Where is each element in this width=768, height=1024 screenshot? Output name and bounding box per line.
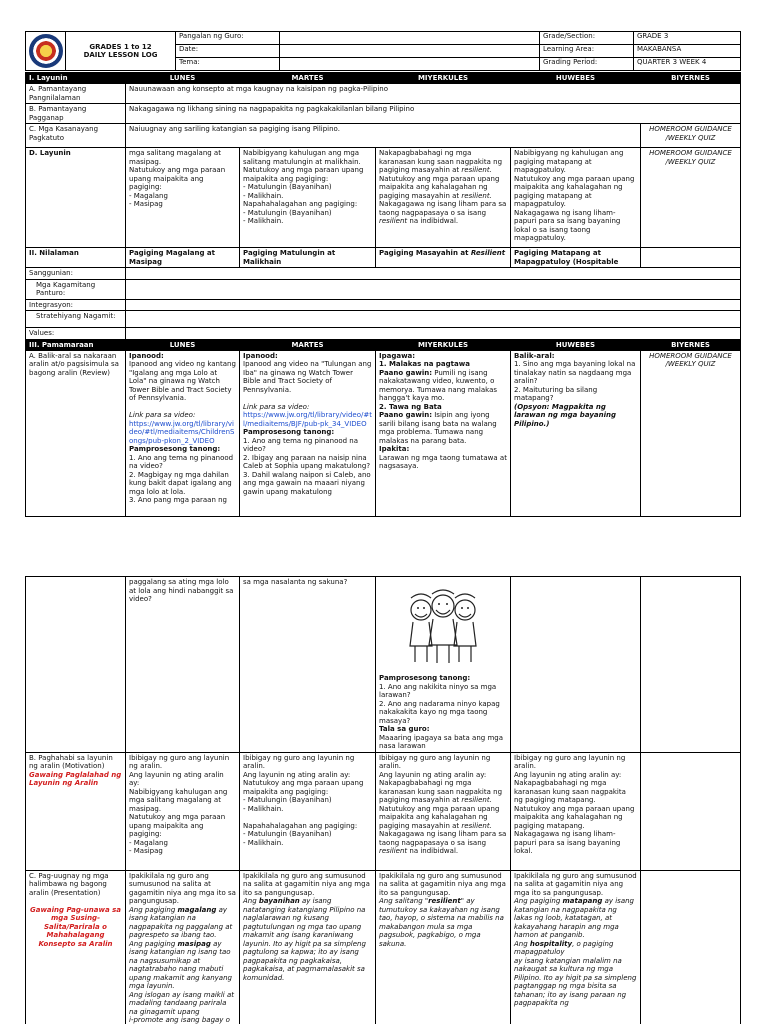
balik-aral-label-cont	[26, 577, 126, 753]
integrasyon-label: Integrasyon:	[26, 299, 126, 311]
layunin-d-lunes: mga salitang magalang at masipag. Natutukoy ang mga paraan upang maipakita ang pagiging: - Magalang - Masipag	[126, 148, 240, 248]
paghahabi-lunes: Ibibigay ng guro ang layunin ng aralin. Ang layunin ng ating aralin ay: Nabibigyang kahulugan ang mga salitang magalang at masipag. Natutukoy ang mga paraan upang maipakita ang pagiging: - Magalang - Masipag	[126, 752, 240, 870]
nilalaman-label: II. Nilalaman	[26, 248, 126, 268]
layunin-d-label: D. Layunin	[26, 148, 126, 248]
day-lunes-2: LUNES	[126, 339, 240, 350]
title-line1: GRADES 1 to 12	[89, 43, 152, 51]
balik-aral-lunes-cont: paggalang sa ating mga lolo at lola ang hindi nabanggit sa video?	[126, 577, 240, 753]
kasanayang-pagkatuto-value: Naiuugnay ang sariling katangian sa pagiging isang Pilipino.	[126, 124, 641, 148]
period-label: Grading Period:	[540, 58, 634, 71]
values-value[interactable]	[126, 328, 741, 340]
page-gap	[0, 520, 768, 576]
laughing-children-icon	[403, 588, 483, 668]
paghahabi-biyernes	[641, 752, 741, 870]
stratehiya-value[interactable]	[126, 311, 741, 328]
day-martes: MARTES	[240, 73, 376, 84]
day-lunes: LUNES	[126, 73, 240, 84]
day-miyerkules-2: MIYERKULES	[376, 339, 511, 350]
pag-uugnay-miyerkules: Ipakikilala ng guro ang sumusunod na salita at gagamitin niya ang mga ito sa pangungusap. Ang salitang "resilient" ay tumutukoy sa kakayahan ng isang tao, hayop, o sistema na mabilis na makabangon mula sa mga pagsubok, pagkabigo, o mga sakuna.	[376, 870, 511, 1024]
section1-title: I. Layunin	[26, 73, 126, 84]
day-biyernes-2: BIYERNES	[641, 339, 741, 350]
pag-uugnay-lunes: Ipakikilala ng guro ang sumusunod na salita at gagamitin niya ang mga ito sa pangungusap. Ang pagiging magalang ay isang katangian na nagpapakita ng paggalang at pagrespeto sa ibang tao. Ang pagiging masipag ay isang katangian ng isang tao na nagsusumikap at nagtatrabaho nang mabuti upang makamit ang kanyang mga layunin. Ang islogan ay isang maikli at madaling tandaang parirala na ginagamit upang i-promote ang isang bagay o	[126, 870, 240, 1024]
period-value: QUARTER 3 WEEK 4	[634, 58, 741, 71]
teacher-value[interactable]	[280, 32, 540, 45]
pag-uugnay-label: C. Pag-uugnay ng mga halimbawa ng bagong aralin (Presentation) Gawaing Pag-unawa sa mga Susing-Salita/Parirala o Mahahalagang Konsepto sa Aralin	[26, 870, 126, 1024]
grade-label: Grade/Section:	[540, 32, 634, 45]
kasanayang-pagkatuto-label: C. Mga Kasanayang Pagkatuto	[26, 124, 126, 148]
area-label: Learning Area:	[540, 45, 634, 58]
main-table-cont	[25, 576, 741, 1024]
day-martes-2: MARTES	[240, 339, 376, 350]
integrasyon-value[interactable]	[126, 299, 741, 311]
kagamitan-value[interactable]	[126, 279, 741, 299]
section3-title: III. Pamamaraan	[26, 339, 126, 350]
paghahabi-martes: Ibibigay ng guro ang layunin ng aralin. Ang layunin ng ating aralin ay: Natutukoy ang mga paraan upang maipakita ang pagiging: - Matulungin (Bayanihan) - Malikhain. Napahahalagahan ang pagiging: - Matulungin (Bayanihan) - Malikhain.	[240, 752, 376, 870]
paghahabi-label: B. Paghahabi sa layunin ng aralin (Motivation) Gawaing Paglalahad ng Layunin ng Aralin	[26, 752, 126, 870]
layunin-d-miyerkules: Nakapagbabahagi ng mga karanasan kung saan nagpakita ng pagiging masayahin at resilient. Natutukoy ang mga paraan upang maipakita ang kahalagahan ng pagiging masayahin at resilient. Nakagagawa ng isang liham para sa taong nagpapasaya o sa isang resilient na indibidwal.	[376, 148, 511, 248]
pag-uugnay-huwebes: Ipakikilala ng guro ang sumusunod na salita at gagamitin niya ang mga ito sa pangungusap. Ang pagiging matapang ay isang katangian na nagpapakita ng lakas ng loob, katatagan, at kakayahang harapin ang mga hamon at panganib. Ang hospitality, o pagiging mapagpatuloy ay isang katangian malalim na nakaugat sa kultura ng mga Pilipino. Ito ay higit pa sa simpleng pagtanggap ng mga bisita sa tahanan; ito ay isang paraan ng pagpapakita ng	[511, 870, 641, 1024]
title-line2: DAILY LESSON LOG	[83, 51, 158, 59]
grade-value: GRADE 3	[634, 32, 741, 45]
balik-aral-huwebes: Balik-aral: 1. Sino ang mga bayaning lokal na tinalakay natin sa nagdaang mga aralin? 2. Maituturing ba silang matapang? (Opsyon: Magpakita ng larawan ng mga bayaning Pilipino.)	[511, 350, 641, 516]
main-table	[25, 72, 741, 517]
teacher-label: Pangalan ng Guro:	[176, 32, 280, 45]
balik-aral-martes: Ipanood: Ipanood ang video na "Tulungan ang Iba" na ginawa ng Watch Tower Bible and Tract Society of Pennsylvania. Link para sa video: https://www.jw.org/tl/library/video/#tl/mediaitems/BJF/pub-pk_34_VIDEO Pamprosesong tanong: 1. Ano ang tema ng pinanood na video? 2. Ibigay ang paraan na naisip nina Caleb at Sophia upang makatulong? 3. Dahil walang naipon si Caleb, ano ang mga gawain na maaari niyang gawin upang makatulong	[240, 350, 376, 516]
pag-uugnay-martes: Ipakikilala ng guro ang sumusunod na salita at gagamitin niya ang mga ito sa pangungusap. Ang bayanihan ay isang natatanging katangiang Pilipino na naglalarawan ng kusang pagtutulungan ng mga tao upang makamit ang isang karaniwang layunin. Ito ay higit pa sa simpleng pagtulong sa kapwa; ito ay isang pagpapakita ng pagkakaisa, pagkakaisa, at pagmamalasakit sa komunidad.	[240, 870, 376, 1024]
topic-label: Tema:	[176, 58, 280, 71]
title-cell	[66, 32, 176, 71]
pamantayang-pangnilalaman-value: Nauunawaan ang konsepto at mga kaugnay na kaisipan ng pagka-Pilipino	[126, 84, 741, 104]
pamantayang-pagganap-value: Nakagagawa ng likhang sining na nagpapakita ng pagkakakilanlan bilang Pilipino	[126, 104, 741, 124]
pag-uugnay-biyernes	[641, 870, 741, 1024]
date-value[interactable]	[280, 45, 540, 58]
date-label: Date:	[176, 45, 280, 58]
header-table	[25, 31, 741, 71]
values-label: Values:	[26, 328, 126, 340]
area-value: MAKABANSA	[634, 45, 741, 58]
homeroom-d: HOMEROOM GUIDANCE /WEEKLY QUIZ	[641, 148, 741, 248]
nilalaman-biyernes	[641, 248, 741, 268]
balik-aral-biyernes-cont	[641, 577, 741, 753]
sanggunian-label: Sanggunian:	[26, 268, 126, 280]
balik-aral-miyerkules: Ipagawa: 1. Malakas na pagtawa Paano gawin: Pumili ng isang nakakatawang video, kuwento, o memorya. Tumawa nang malakas hangga't kaya mo. 2. Tawa ng Bata Paano gawin: Isipin ang iyong sarili bilang isang bata na walang mga problema. Tumawa nang malakas na parang bata. Ipakita: Larawan ng mga taong tumatawa at nagsasaya.	[376, 350, 511, 516]
nilalaman-martes: Pagiging Matulungin at Malikhain	[240, 248, 376, 268]
balik-aral-lunes: Ipanood: Ipanood ang video ng kantang "Igalang ang mga Lolo at Lola" na ginawa ng Watch Tower Bible and Tract Society of Pennsylvania. Link para sa video: https://www.jw.org/tl/library/video/#tl/mediaitems/ChildrenSongs/pub-pkon_2_VIDEO Pamprosesong tanong: 1. Ano ang tema ng pinanood na video? 2. Magbigay ng mga dahilan kung bakit dapat igalang ang mga lolo at lola. 3. Ano pang mga paraan ng	[126, 350, 240, 516]
layunin-d-martes: Nabibigyang kahulugan ang mga salitang matulungin at malikhain. Natutukoy ang mga paraan upang maipakita ang pagiging: - Matulungin (Bayanihan) - Malikhain. Napahahalagahan ang pagiging: - Matulungin (Bayanihan) - Malikhain.	[240, 148, 376, 248]
video-link-lunes[interactable]: https://www.jw.org/tl/library/video/#tl/mediaitems/ChildrenSongs/pub-pkon_2_VIDEO	[129, 419, 235, 445]
pamantayang-pagganap-label: B. Pamantayang Pagganap	[26, 104, 126, 124]
pamantayang-pangnilalaman-label: A. Pamantayang Pangnilalaman	[26, 84, 126, 104]
day-miyerkules: MIYERKULES	[376, 73, 511, 84]
homeroom-balik-aral: HOMEROOM GUIDANCE /WEEKLY QUIZ	[641, 350, 741, 516]
deped-seal-cell	[26, 32, 66, 71]
lesson-log-page-2	[0, 576, 768, 1024]
kagamitan-label: Mga Kagamitang Panturo:	[26, 279, 126, 299]
nilalaman-lunes: Pagiging Magalang at Masipag	[126, 248, 240, 268]
balik-aral-martes-cont: sa mga nasalanta ng sakuna?	[240, 577, 376, 753]
day-huwebes-2: HUWEBES	[511, 339, 641, 350]
paghahabi-huwebes: Ibibigay ng guro ang layunin ng aralin. Ang layunin ng ating aralin ay: Nakapagbabahagi ng mga karanasan kung saan nagpakita ng pagiging matapang. Natutukoy ang mga paraan upang maipakita ang kahalagahan ng pagiging matapang. Nakagagawa ng isang liham-papuri para sa isang bayaning lokal.	[511, 752, 641, 870]
day-huwebes: HUWEBES	[511, 73, 641, 84]
topic-value[interactable]	[280, 58, 540, 71]
balik-aral-miyerkules-cont: Pamprosesong tanong: 1. Ano ang nakikita ninyo sa mga larawan? 2. Ano ang nadarama ninyo kapag nakakakita kayo ng mga taong masaya? Tala sa guro: Maaaring ipagaya sa bata ang mga nasa larawan	[376, 577, 511, 753]
homeroom-c: HOMEROOM GUIDANCE /WEEKLY QUIZ	[641, 124, 741, 148]
balik-aral-label: A. Balik-aral sa nakaraan aralin at/o pagsisimula sa bagong aralin (Review)	[26, 350, 126, 516]
day-biyernes: BIYERNES	[641, 73, 741, 84]
video-link-martes[interactable]: https://www.jw.org/tl/library/video/#tl/mediaitems/BJF/pub-pk_34_VIDEO	[243, 411, 372, 428]
layunin-d-huwebes: Nabibigyang ng kahulugan ang pagiging matapang at mapagpatuloy. Natutukoy ang mga paraan upang maipakita ang kahalagahan ng pagiging matapang at mapagpatuloy. Nakagagawa ng isang liham-papuri para sa isang bayaning lokal o sa isang taong mapagpatuloy.	[511, 148, 641, 248]
deped-seal-icon	[29, 34, 63, 68]
paghahabi-miyerkules: Ibibigay ng guro ang layunin ng aralin. Ang layunin ng ating aralin ay: Nakapagbabahagi ng mga karanasan kung saan nagpakita ng pagiging masayahin at resilient. Natutukoy ang mga paraan upang maipakita ang kahalagahan ng pagiging masayahin at resilient. Nakagagawa ng isang liham para sa taong nagpapasaya o sa isang resilient na indibidwal.	[376, 752, 511, 870]
nilalaman-huwebes: Pagiging Matapang at Mapagpatuloy (Hospitable	[511, 248, 641, 268]
stratehiya-label: Stratehiyang Nagamit:	[26, 311, 126, 328]
nilalaman-miyerkules: Pagiging Masayahin at Resilient	[376, 248, 511, 268]
balik-aral-huwebes-cont	[511, 577, 641, 753]
sanggunian-value[interactable]	[126, 268, 741, 280]
